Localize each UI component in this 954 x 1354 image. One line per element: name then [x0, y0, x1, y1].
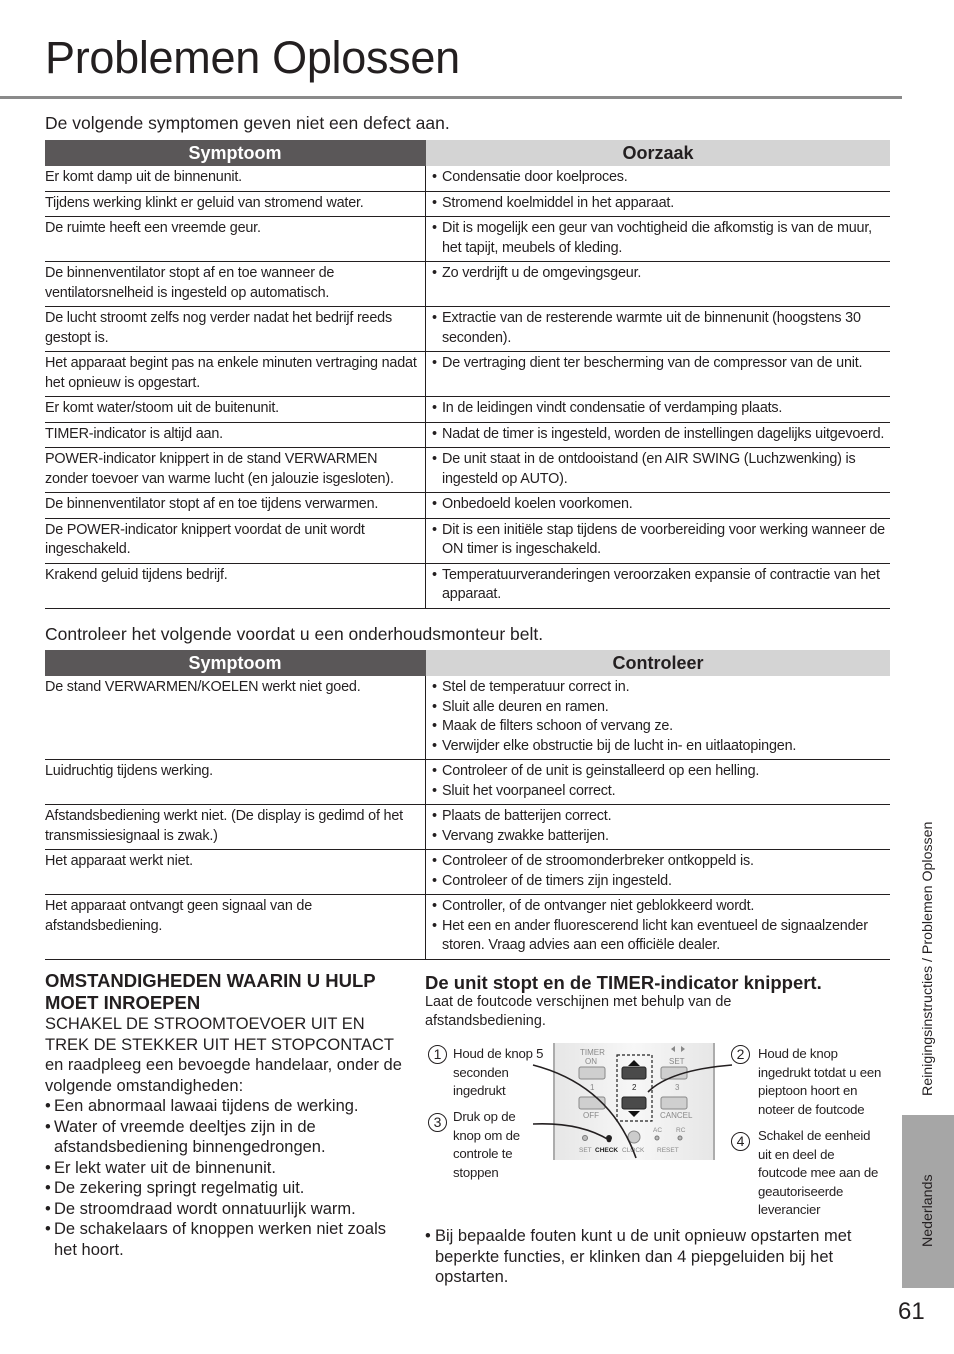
page-title: Problemen Oplossen [45, 32, 460, 83]
bullet-item [432, 762, 890, 782]
bullet-text: • Stromend koelmiddel in het apparaat. [442, 194, 674, 211]
bullet-text: • Controleer of de stroomonderbreker ontkoppeld is. [442, 853, 754, 869]
bullet-item [432, 425, 890, 445]
bullet-item [432, 827, 890, 847]
leader-line [648, 1065, 732, 1092]
bullet-item [432, 698, 890, 718]
step-text: Schakel de eenheid uit en deel de foutcode mee aan de geautoriseerde leverancier [758, 1128, 879, 1218]
symptom-cell: Luidruchtig tijdens werking. [45, 760, 426, 805]
bullet-text: • Sluit het voorpaneel correct. [442, 782, 616, 799]
check-cell [426, 895, 891, 960]
timer-section-title: De unit stopt en de TIMER-indicator knippert. [425, 972, 822, 993]
bullet-text: • Nadat de timer is ingesteld, worden de instellingen dagelijks uitgevoerd. [442, 425, 885, 442]
cause-cell [426, 493, 891, 519]
bullet-item [432, 566, 890, 605]
help-list [45, 1096, 405, 1260]
symptom-cell: TIMER-indicator is altijd aan. [45, 422, 426, 448]
bullet-item [432, 450, 890, 489]
bullet-item [432, 168, 890, 188]
symptom-cell: De POWER-indicator knippert voordat de unit wordt ingeschakeld. [45, 518, 426, 563]
bullet-text: • Controller, of de ontvanger niet geblokkeerd wordt. [442, 898, 755, 914]
leader-lines [420, 1040, 760, 1170]
bullet-item [432, 678, 890, 698]
symptom-cell: Afstandsbediening werkt niet. (De display is gedimd of het transmissiesignaal is zwak.) [45, 805, 426, 850]
check-cell [426, 760, 891, 805]
bullet-text: • Maak de filters schoon of vervang ze. [442, 718, 673, 734]
list-item-text: • De schakelaars of knoppen werken niet zoals het hoort. [54, 1220, 387, 1259]
bullet-text: • Condensatie door koelproces. [442, 169, 628, 185]
remote-label-reset: RESET [657, 1147, 679, 1154]
table-row [45, 518, 890, 563]
symptom-cell: De stand VERWARMEN/KOELEN werkt niet goed. [45, 676, 426, 760]
table-row [45, 307, 890, 352]
cause-cell [426, 217, 891, 262]
header-check: Controleer [426, 650, 891, 676]
symptom-cell: De ruimte heeft een vreemde geur. [45, 217, 426, 262]
step-number: 4 [731, 1132, 750, 1151]
bullet-text: • Dit is een initiële stap tijdens de voorbereiding voor werking wanneer de ON timer is ingeschakeld. [442, 521, 885, 557]
list-item-text: • De stroomdraad wordt onnatuurlijk warm. [54, 1199, 356, 1218]
remote-label-ac: AC [653, 1127, 663, 1134]
remote-label-check: CHECK [595, 1147, 619, 1154]
list-item-text: • De zekering springt regelmatig uit. [54, 1179, 305, 1197]
cause-cell [426, 448, 891, 493]
bullet-text: • Controleer of de unit is geinstalleerd op een helling. [442, 763, 760, 779]
cause-cell [426, 352, 891, 397]
cause-cell [426, 166, 891, 191]
step-number: 3 [428, 1113, 447, 1132]
table-row [45, 397, 890, 423]
list-item [45, 1178, 405, 1199]
leader-line [533, 1065, 636, 1158]
section2-intro: Controleer het volgende voordat u een onderhoudsmonteur belt. [45, 624, 544, 644]
cause-cell [426, 307, 891, 352]
step-text: Houd de knop ingedrukt totdat u een pieptoon hoort en noteer de foutcode [758, 1046, 882, 1117]
bullet-text: • Het een en ander fluorescerend licht kan eventueel de signaalzender storen. Vraag advies aan een officiële dealer. [442, 917, 868, 953]
table-row [45, 262, 890, 307]
bullet-text: • Onbedoeld koelen voorkomen. [442, 496, 633, 512]
symptoms-table [45, 140, 890, 609]
help-title: OMSTANDIGHEDEN WAARIN U HULP MOET INROEPEN [45, 970, 376, 1013]
section1-intro: De volgende symptomen geven niet een defect aan. [45, 113, 450, 133]
symptom-cell: Er komt water/stoom uit de buitenunit. [45, 397, 426, 423]
symptom-cell: Krakend geluid tijdens bedrijf. [45, 563, 426, 608]
bullet-item [432, 917, 890, 956]
bullet-item [432, 872, 890, 892]
bullet-item [432, 717, 890, 737]
language-tab-label: Nederlands [920, 1174, 936, 1247]
bullet-item [432, 219, 890, 258]
symptom-cell: De lucht stroomt zelfs nog verder nadat het bedrijf reeds gestopt is. [45, 307, 426, 352]
bullet-item [432, 309, 890, 348]
step-text: Druk op de knop om de controle te stoppen [453, 1109, 520, 1180]
table-row [45, 676, 890, 760]
list-item [45, 1158, 405, 1179]
header-symptom: Symptoom [45, 140, 426, 166]
check-cell [426, 676, 891, 760]
bullet-text: • Verwijder elke obstructie bij de lucht in- en uitlaatopingen. [442, 737, 797, 754]
header-symptom: Symptoom [45, 650, 426, 676]
remote-label-cancel: CANCEL [660, 1111, 693, 1120]
page-number: 61 [898, 1298, 925, 1325]
table-row [45, 850, 890, 895]
symptom-cell: De binnenventilator stopt af en toe wanneer de ventilatorsnelheid is ingesteld op automatisch. [45, 262, 426, 307]
title-rule [0, 96, 902, 99]
table-row [45, 563, 890, 608]
language-tab [902, 1115, 954, 1288]
remote-label-3: 3 [675, 1083, 680, 1092]
bullet-text: • Sluit alle deuren en ramen. [442, 698, 609, 715]
cause-cell [426, 518, 891, 563]
bullet-item [432, 194, 890, 214]
table-row [45, 191, 890, 217]
table-row [45, 352, 890, 397]
cause-cell [426, 191, 891, 217]
list-item-text: • Een abnormaal lawaai tijdens de werking. [54, 1097, 359, 1115]
list-item-text: • Water of vreemde deeltjes zijn in de afstandsbediening binnengedrongen. [54, 1117, 326, 1156]
table-row [45, 493, 890, 519]
step-number: 1 [428, 1045, 447, 1064]
symptom-cell: Het apparaat werkt niet. [45, 850, 426, 895]
bullet-item [432, 521, 890, 560]
timer-section-subtitle: Laat de foutcode verschijnen met behulp van de afstandsbediening. [425, 994, 732, 1029]
table-row [45, 166, 890, 191]
bullet-text: • Controleer of de timers zijn ingesteld. [442, 872, 672, 889]
cause-cell [426, 563, 891, 608]
header-cause: Oorzaak [426, 140, 891, 166]
remote-label-timer: TIMER [580, 1048, 605, 1057]
bullet-item [432, 852, 890, 872]
bullet-text: • Dit is mogelijk een geur van vochtigheid die afkomstig is van de muur, het tapijt, meubels of kleding. [442, 220, 872, 256]
step-number: 2 [731, 1045, 750, 1064]
leader-dot [607, 1138, 612, 1143]
symptom-cell: Tijdens werking klinkt er geluid van stromend water. [45, 191, 426, 217]
leader-line [533, 1124, 609, 1140]
bullet-item [432, 495, 890, 515]
check-table [45, 650, 890, 960]
check-cell [426, 805, 891, 850]
remote-label-off: OFF [583, 1111, 599, 1120]
table-row [45, 422, 890, 448]
bullet-item [432, 354, 890, 374]
bullet-text: • De unit staat in de ontdooistand (en AIR SWING (Luchzwenking) is ingesteld op AUTO). [442, 451, 856, 487]
list-item-text: • Er lekt water uit de binnenunit. [54, 1158, 276, 1177]
check-cell [426, 850, 891, 895]
remote-label-set: SET [669, 1057, 685, 1066]
remote-label-2: 2 [632, 1083, 637, 1092]
bullet-item [432, 897, 890, 917]
symptom-cell: POWER-indicator knippert in de stand VERWARMEN zonder toevoer van warme lucht (en jalouzie isgesloten). [45, 448, 426, 493]
remote-label-clock: CLOCK [622, 1147, 645, 1154]
bullet-item [432, 737, 890, 757]
bullet-item [432, 782, 890, 802]
step-text: Houd de knop 5 seconden ingedrukt [453, 1046, 544, 1099]
sidebar-section-label [900, 740, 936, 1096]
list-item [45, 1096, 405, 1117]
bullet-text: • Stel de temperatuur correct in. [442, 679, 630, 695]
symptom-cell: Het apparaat ontvangt geen signaal van de afstandsbediening. [45, 895, 426, 960]
sidebar-section-text: Reinigingsinstructies / Problemen Oplossen [920, 821, 936, 1096]
remote-label-rc: RC [676, 1127, 686, 1134]
bullet-text: • De vertraging dient ter bescherming van de compressor van de unit. [442, 355, 863, 371]
cause-cell [426, 262, 891, 307]
help-section [45, 970, 405, 1260]
table-row [45, 805, 890, 850]
bullet-text: • Plaats de batterijen correct. [442, 808, 612, 824]
table-row [45, 760, 890, 805]
timer-note: • Bij bepaalde fouten kunt u de unit opnieuw opstarten met beperkte functies, er klinken dan 4 piepgeluiden bij het opstarten. [425, 1226, 890, 1288]
bullet-text: • Temperatuurveranderingen veroorzaken expansie of contractie van het apparaat. [442, 566, 880, 602]
remote-label-on: ON [585, 1057, 597, 1066]
symptom-cell: De binnenventilator stopt af en toe tijdens verwarmen. [45, 493, 426, 519]
remote-label-1: 1 [590, 1083, 595, 1092]
help-body: SCHAKEL DE STROOMTOEVOER UIT EN TREK DE STEKKER UIT HET STOPCONTACT en raadpleeg een bevoegde handelaar, onder de volgende omstandigheden: [45, 1015, 402, 1095]
bullet-text: • Vervang zwakke batterijen. [442, 827, 609, 844]
symptom-cell: Het apparaat begint pas na enkele minuten vertraging nadat het opnieuw is opgestart. [45, 352, 426, 397]
table-row [45, 895, 890, 960]
cause-cell [426, 397, 891, 423]
remote-label-set-small: SET [579, 1147, 592, 1154]
cause-cell [426, 422, 891, 448]
bullet-text: • Zo verdrijft u de omgevingsgeur. [442, 265, 642, 281]
table-row [45, 217, 890, 262]
table-row [45, 448, 890, 493]
list-item [45, 1219, 405, 1260]
bullet-item [432, 807, 890, 827]
bullet-text: • Extractie van de resterende warmte uit de binnenunit (hoogstens 30 seconden). [442, 310, 861, 346]
list-item [45, 1199, 405, 1220]
list-item [45, 1117, 405, 1158]
bullet-item [432, 399, 890, 419]
bullet-text: • In de leidingen vindt condensatie of verdamping plaats. [442, 400, 783, 416]
symptom-cell: Er komt damp uit de binnenunit. [45, 166, 426, 191]
bullet-item [432, 264, 890, 284]
